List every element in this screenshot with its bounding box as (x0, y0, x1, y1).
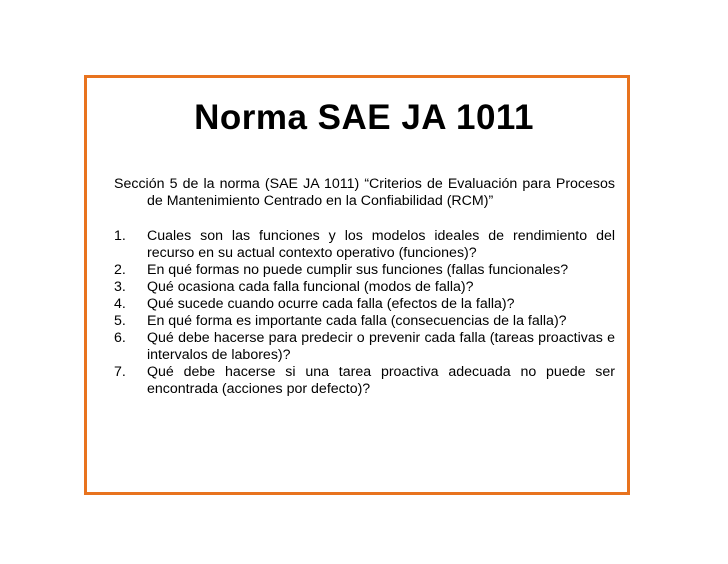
question-number: 4. (114, 296, 126, 312)
question-number: 1. (114, 228, 126, 244)
question-number: 5. (114, 313, 126, 329)
question-number: 2. (114, 262, 126, 278)
question-text: En qué formas no puede cumplir sus funciones (fallas funcionales? (147, 262, 569, 278)
question-text: En qué forma es importante cada falla (consecuencias de la falla)? (147, 313, 567, 329)
questions-list (114, 228, 615, 398)
question-item (114, 279, 615, 296)
question-number: 3. (114, 279, 126, 295)
question-number: 7. (114, 364, 126, 380)
question-item (114, 262, 615, 279)
slide-content (114, 176, 615, 398)
question-number: 6. (114, 330, 126, 346)
question-text: Qué sucede cuando ocurre cada falla (efectos de la falla)? (147, 296, 515, 312)
question-text: Qué debe hacerse para predecir o prevenir cada falla (tareas proactivas e intervalos de labores)? (147, 330, 615, 363)
question-text: Qué debe hacerse si una tarea proactiva adecuada no puede ser encontrada (acciones por defecto)? (147, 364, 615, 397)
question-item (114, 228, 615, 262)
question-item (114, 296, 615, 313)
question-item (114, 364, 615, 398)
intro-paragraph: Sección 5 de la norma (SAE JA 1011) “Criterios de Evaluación para Procesos de Mantenimiento Centrado en la Confiabilidad (RCM)” (114, 176, 615, 209)
question-text: Qué ocasiona cada falla funcional (modos de falla)? (147, 279, 474, 295)
slide-title: Norma SAE JA 1011 (194, 98, 534, 137)
question-item (114, 313, 615, 330)
question-item (114, 330, 615, 364)
question-text: Cuales son las funciones y los modelos ideales de rendimiento del recurso en su actual contexto operativo (funciones)? (147, 228, 615, 261)
